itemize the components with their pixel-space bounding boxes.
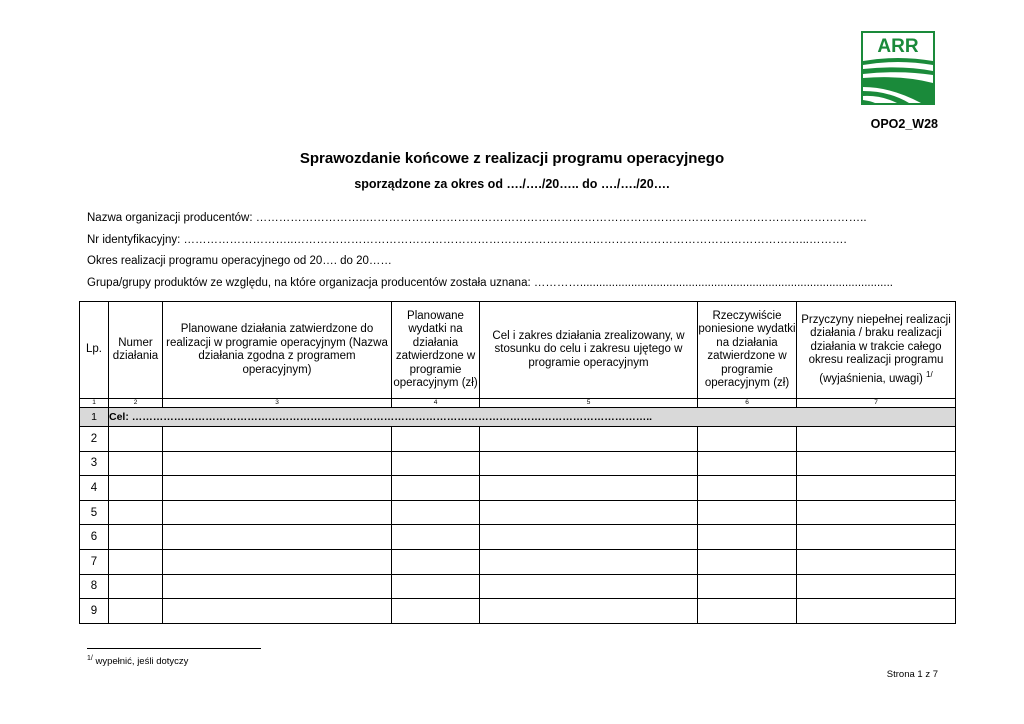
document-subtitle: sporządzone za okres od …./…./20….. do …./…./20…. <box>354 177 670 191</box>
cell-goal-scope[interactable] <box>480 599 698 624</box>
cell-action-number[interactable] <box>109 525 163 550</box>
field-producer-name: Nazwa organizacji producentów: ………………………..………………………………………………………………………………………………………………….. <box>87 212 867 224</box>
field-identification-number: Nr identyfikacyjny: ………………………..……………………………………………………………………………………………………………………...………. <box>87 234 847 246</box>
header-action-number: Numer działania <box>109 302 163 399</box>
row-number: 3 <box>80 451 109 476</box>
footnote-marker: 1/ <box>87 655 93 662</box>
column-number: 3 <box>163 399 392 408</box>
column-numbers-row <box>80 399 956 408</box>
cell-actual-expenses[interactable] <box>698 574 797 599</box>
cell-action-number[interactable] <box>109 427 163 452</box>
cell-actual-expenses[interactable] <box>698 599 797 624</box>
cell-goal-scope[interactable] <box>480 525 698 550</box>
document-title: Sprawozdanie końcowe z realizacji programu operacyjnego <box>299 150 725 167</box>
table-header-row <box>80 302 956 399</box>
footnote <box>87 655 188 667</box>
header-goal-scope: Cel i zakres działania zrealizowany, w stosunku do celu i zakresu ujętego w programie operacyjnym <box>480 302 698 399</box>
table-row <box>80 500 956 525</box>
row-number: 6 <box>80 525 109 550</box>
table-row <box>80 599 956 624</box>
cell-action-number[interactable] <box>109 476 163 501</box>
header-reasons <box>797 302 956 399</box>
page-number: Strona 1 z 7 <box>886 669 938 680</box>
cell-goal-scope[interactable] <box>480 427 698 452</box>
cell-planned-actions[interactable] <box>163 451 392 476</box>
cell-reasons[interactable] <box>797 574 956 599</box>
cell-actual-expenses[interactable] <box>698 427 797 452</box>
table-row <box>80 476 956 501</box>
table-row <box>80 451 956 476</box>
cell-action-number[interactable] <box>109 599 163 624</box>
cell-actual-expenses[interactable] <box>698 549 797 574</box>
row-number: 7 <box>80 549 109 574</box>
row-number: 9 <box>80 599 109 624</box>
cell-reasons[interactable] <box>797 427 956 452</box>
cell-planned-expenses[interactable] <box>392 427 480 452</box>
cell-action-number[interactable] <box>109 549 163 574</box>
cell-reasons[interactable] <box>797 476 956 501</box>
column-number: 1 <box>80 399 109 408</box>
cell-planned-expenses[interactable] <box>392 599 480 624</box>
cell-actual-expenses[interactable] <box>698 476 797 501</box>
cell-goal-scope[interactable] <box>480 451 698 476</box>
header-planned-expenses: Planowane wydatki na działania zatwierdzone w programie operacyjnym (zł) <box>392 302 480 399</box>
table-row <box>80 427 956 452</box>
cell-planned-actions[interactable] <box>163 500 392 525</box>
form-code: OPO2_W28 <box>870 117 938 131</box>
cell-planned-expenses[interactable] <box>392 525 480 550</box>
cell-reasons[interactable] <box>797 525 956 550</box>
goal-field[interactable]: Cel: ………………………………………………………………………………………………………………………………….. <box>109 408 956 427</box>
footnote-text: wypełnić, jeśli dotyczy <box>92 656 189 667</box>
cell-action-number[interactable] <box>109 574 163 599</box>
cell-action-number[interactable] <box>109 500 163 525</box>
cell-planned-actions[interactable] <box>163 549 392 574</box>
arr-logo <box>861 31 935 105</box>
cell-planned-actions[interactable] <box>163 476 392 501</box>
cell-reasons[interactable] <box>797 500 956 525</box>
cell-planned-expenses[interactable] <box>392 574 480 599</box>
column-number: 5 <box>480 399 698 408</box>
cell-goal-scope[interactable] <box>480 549 698 574</box>
footnote-divider <box>87 648 261 649</box>
header-reasons-footnote-marker: 1/ <box>926 369 933 379</box>
column-number: 6 <box>698 399 797 408</box>
cell-planned-actions[interactable] <box>163 599 392 624</box>
cell-action-number[interactable] <box>109 451 163 476</box>
cell-planned-actions[interactable] <box>163 574 392 599</box>
table-row <box>80 525 956 550</box>
cell-planned-expenses[interactable] <box>392 476 480 501</box>
cell-goal-scope[interactable] <box>480 500 698 525</box>
cell-actual-expenses[interactable] <box>698 500 797 525</box>
cell-actual-expenses[interactable] <box>698 525 797 550</box>
header-lp: Lp. <box>80 302 109 399</box>
cell-planned-expenses[interactable] <box>392 500 480 525</box>
cell-reasons[interactable] <box>797 451 956 476</box>
cell-goal-scope[interactable] <box>480 574 698 599</box>
cell-reasons[interactable] <box>797 599 956 624</box>
row-number: 4 <box>80 476 109 501</box>
cell-planned-actions[interactable] <box>163 427 392 452</box>
svg-text:ARR: ARR <box>877 36 919 57</box>
table-row <box>80 574 956 599</box>
column-number: 4 <box>392 399 480 408</box>
row-number: 8 <box>80 574 109 599</box>
field-product-groups: Grupa/grupy produktów ze względu, na które organizacja producentów została uznana: ………….................................................................................................. <box>87 277 893 289</box>
row-number: 5 <box>80 500 109 525</box>
header-reasons-text: Przyczyny niepełnej realizacji działania / braku realizacji działania w trakcie całego okresu realizacji programu (wyjaśnienia, uwagi) <box>801 313 951 385</box>
row-number: 2 <box>80 427 109 452</box>
row-number: 1 <box>80 408 109 427</box>
column-number: 7 <box>797 399 956 408</box>
header-actual-expenses: Rzeczywiście poniesione wydatki na działania zatwierdzone w programie operacyjnym (zł) <box>698 302 797 399</box>
cell-planned-expenses[interactable] <box>392 549 480 574</box>
report-table <box>79 301 956 624</box>
goal-row <box>80 408 956 427</box>
cell-planned-actions[interactable] <box>163 525 392 550</box>
header-planned-actions: Planowane działania zatwierdzone do realizacji w programie operacyjnym (Nazwa działania zgodna z programem operacyjnym) <box>163 302 392 399</box>
cell-goal-scope[interactable] <box>480 476 698 501</box>
cell-actual-expenses[interactable] <box>698 451 797 476</box>
cell-reasons[interactable] <box>797 549 956 574</box>
column-number: 2 <box>109 399 163 408</box>
field-program-period: Okres realizacji programu operacyjnego od 20…. do 20…… <box>87 255 392 267</box>
cell-planned-expenses[interactable] <box>392 451 480 476</box>
table-row <box>80 549 956 574</box>
